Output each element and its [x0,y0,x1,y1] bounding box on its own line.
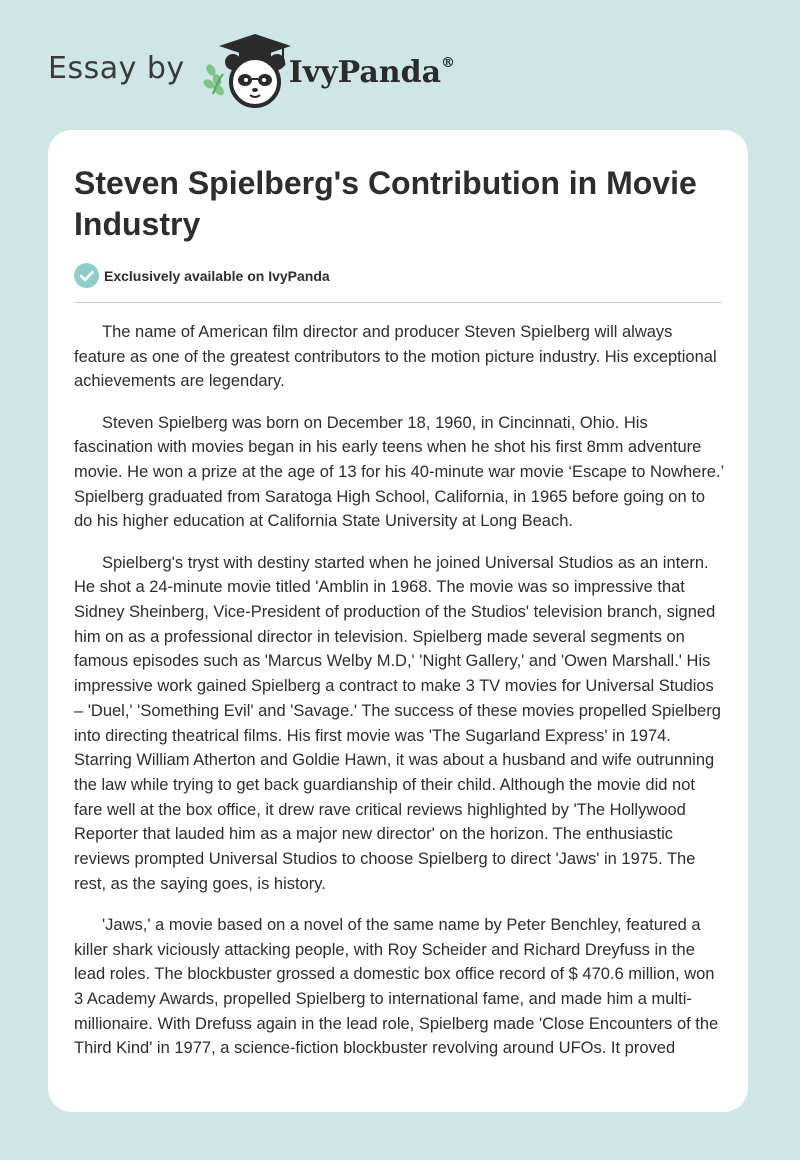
registered-mark: ® [441,54,456,71]
brand-name[interactable] [289,55,455,90]
paragraph: The name of American film director and producer Steven Spielberg will always feature as one of the greatest contributors to the motion picture industry. His exceptional achievements are legendary. [74,323,717,391]
panda-logo-icon [197,30,293,110]
paragraph: Steven Spielberg was born on December 18, 1960, in Cincinnati, Ohio. His fascination with movies began in his early teens when he shot his first 8mm adventure movie. He won a prize at the age of 13 for his 40-minute war movie ‘Escape to Nowhere.’ Spielberg graduated from Saratoga High School, California, in 1965 before going on to do his higher education at California State University at Long Beach. [74,413,724,531]
essay-card [48,130,748,1112]
badge-label: Exclusively available on IvyPanda [104,267,330,284]
brand-name-text: IvyPanda [288,54,442,90]
essay-by-label: Essay by [48,50,185,86]
title-divider [74,302,722,303]
exclusive-badge [74,263,330,288]
site-header [48,30,455,110]
essay-body [74,320,724,1078]
essay-title: Steven Spielberg's Contribution in Movie Industry [74,165,697,242]
paragraph: Spielberg's tryst with destiny started when he joined Universal Studios as an intern. He shot a 24-minute movie titled 'Amblin in 1968. The movie was so impressive that Sidney Sheinberg, Vice-President of production of the Studios' television branch, signed him on as a professional director in television. Spielberg made several segments on famous episodes such as 'Marcus Welby M.D,' 'Night Gallery,' and 'Owen Marshall.' His impressive work gained Spielberg a contract to make 3 TV movies for Universal Studios – 'Duel,' 'Something Evil' and 'Savage.' The success of these movies propelled Spielberg into directing theatrical films. His first movie was 'The Sugarland Express' in 1974. Starring William Atherton and Goldie Hawn, it was about a husband and wife outrunning the law while trying to get back guardianship of their child. Although the movie did not fare well at the box office, it drew rave critical reviews highlighted by 'The Hollywood Reporter that lauded him as a major new director' on the horizon. The enthusiastic reviews prompted Universal Studios to choose Spielberg to direct 'Jaws' in 1975. The rest, as the saying goes, is history. [74,553,721,893]
paragraph: 'Jaws,' a movie based on a novel of the same name by Peter Benchley, featured a killer shark viciously attacking people, with Roy Scheider and Richard Dreyfuss in the lead roles. The blockbuster grossed a domestic box office record of $ 470.6 million, won 3 Academy Awards, propelled Spielberg to international fame, and made him a multi-millionaire. With Drefuss again in the lead role, Spielberg made 'Close Encounters of the Third Kind' in 1977, a science-fiction blockbuster revolving around UFOs. It proved [74,915,719,1058]
check-circle-icon [74,263,99,288]
